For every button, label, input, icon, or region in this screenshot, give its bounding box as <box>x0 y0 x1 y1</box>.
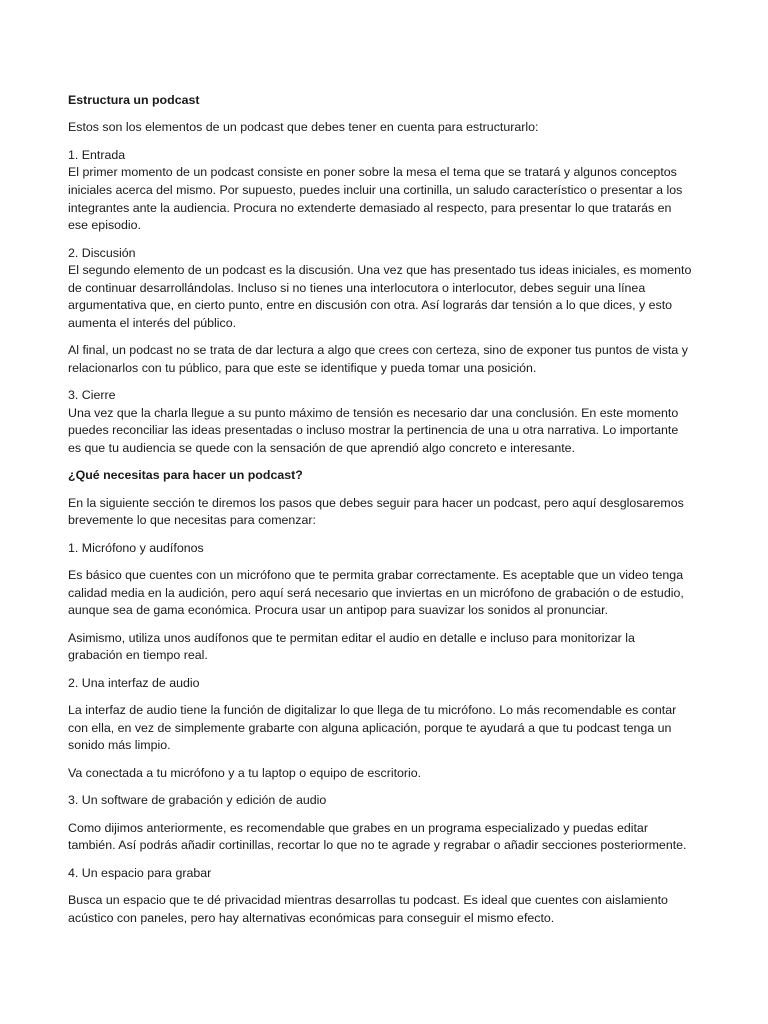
text-line: con ella, en vez de simplemente grabarte con alguna aplicación, porque te ayudará a que tu podcast tenga un <box>68 720 672 735</box>
paragraph <box>68 792 708 810</box>
text-line: aumenta el interés del público. <box>68 315 237 330</box>
text-line: Estructura un podcast <box>68 93 200 107</box>
text-line: integrantes ante la audiencia. Procura no extenderte demasiado al respecto, para presentar lo que tratarás en <box>68 200 672 215</box>
paragraph <box>68 702 708 755</box>
paragraph <box>68 495 708 530</box>
text-line: Al final, un podcast no se trata de dar lectura a algo que crees con certeza, sino de exponer tus puntos de vista y <box>68 343 688 358</box>
text-line: argumentativa que, en cierto punto, entre en discusión con otra. Así lograrás dar tensión a lo que dices, y esto <box>68 298 673 313</box>
text-line: La interfaz de audio tiene la función de digitalizar lo que llega de tu micrófono. Lo más recomendable es contar <box>68 703 677 718</box>
text-line: iniciales acerca del mismo. Por supuesto, puedes incluir una cortinilla, un saludo característico o presentar a los <box>68 182 683 197</box>
paragraph <box>68 820 708 855</box>
text-line: 3. Cierre <box>68 388 116 403</box>
text-line: calidad media en la audición, pero aquí será necesario que inviertas en un micrófono de grabación o de estudio, <box>68 585 684 600</box>
paragraph <box>68 387 708 457</box>
text-line: 3. Un software de grabación y edición de audio <box>68 793 327 808</box>
text-line: Estos son los elementos de un podcast que debes tener en cuenta para estructurarlo: <box>68 120 539 135</box>
text-line: ¿Qué necesitas para hacer un podcast? <box>68 468 303 483</box>
section-heading <box>68 92 708 110</box>
text-line: 1. Entrada <box>68 147 126 162</box>
text-line: Va conectada a tu micrófono y a tu laptop o equipo de escritorio. <box>68 765 422 780</box>
paragraph <box>68 765 708 783</box>
text-line: aunque sea de gama económica. Procura usar un antipop para suavizar los sonidos al pronunciar. <box>68 603 609 618</box>
text-line: Busca un espacio que te dé privacidad mientras desarrollas tu podcast. Es ideal que cuentes con aislamiento <box>68 892 668 907</box>
text-line: El segundo elemento de un podcast es la discusión. Una vez que has presentado tus ideas iniciales, es momento <box>68 263 692 278</box>
text-line: Es básico que cuentes con un micrófono que te permita grabar correctamente. Es aceptable que un video tenga <box>68 568 684 583</box>
text-line: 2. Discusión <box>68 245 136 260</box>
text-line: 4. Un espacio para grabar <box>68 865 212 880</box>
text-line: 1. Micrófono y audífonos <box>68 540 204 555</box>
text-line: Asimismo, utiliza unos audífonos que te permitan editar el audio en detalle e incluso para monitorizar la <box>68 630 635 645</box>
paragraph <box>68 245 708 333</box>
section-heading <box>68 467 708 485</box>
text-line: de continuar desarrollándolas. Incluso si no tienes una interlocutora o interlocutor, debes seguir una línea <box>68 280 646 295</box>
text-line: Como dijimos anteriormente, es recomendable que grabes en un programa especializado y puedas editar <box>68 820 648 835</box>
paragraph <box>68 540 708 558</box>
text-line: también. Así podrás añadir cortinillas, recortar lo que no te agrade y regrabar o añadir secciones posteriormente. <box>68 838 687 853</box>
text-line: 2. Una interfaz de audio <box>68 675 200 690</box>
text-line: puedes reconciliar las ideas presentadas o incluso mostrar la pertinencia de una u otra narrativa. Lo importante <box>68 423 679 438</box>
text-line: El primer momento de un podcast consiste en poner sobre la mesa el tema que se tratará y algunos conceptos <box>68 165 677 180</box>
paragraph <box>68 675 708 693</box>
text-line: relacionarlos con tu público, para que este se identifique y pueda tomar una posición. <box>68 360 537 375</box>
text-line: es que tu audiencia se quede con la sensación de que aprendió algo concreto e interesante. <box>68 441 576 456</box>
paragraph <box>68 567 708 620</box>
paragraph <box>68 892 708 927</box>
text-line: sonido más limpio. <box>68 738 171 753</box>
text-line: acústico con paneles, pero hay alternativas económicas para conseguir el mismo efecto. <box>68 910 555 925</box>
document-page <box>68 92 708 937</box>
paragraph <box>68 342 708 377</box>
paragraph <box>68 147 708 235</box>
paragraph <box>68 119 708 137</box>
text-line: ese episodio. <box>68 218 142 233</box>
text-line: En la siguiente sección te diremos los pasos que debes seguir para hacer un podcast, pero aquí desglosaremos <box>68 495 684 510</box>
paragraph <box>68 630 708 665</box>
text-line: brevemente lo que necesitas para comenzar: <box>68 513 316 528</box>
paragraph <box>68 865 708 883</box>
text-line: grabación en tiempo real. <box>68 648 208 663</box>
text-line: Una vez que la charla llegue a su punto máximo de tensión es necesario dar una conclusión. En este momento <box>68 405 679 420</box>
